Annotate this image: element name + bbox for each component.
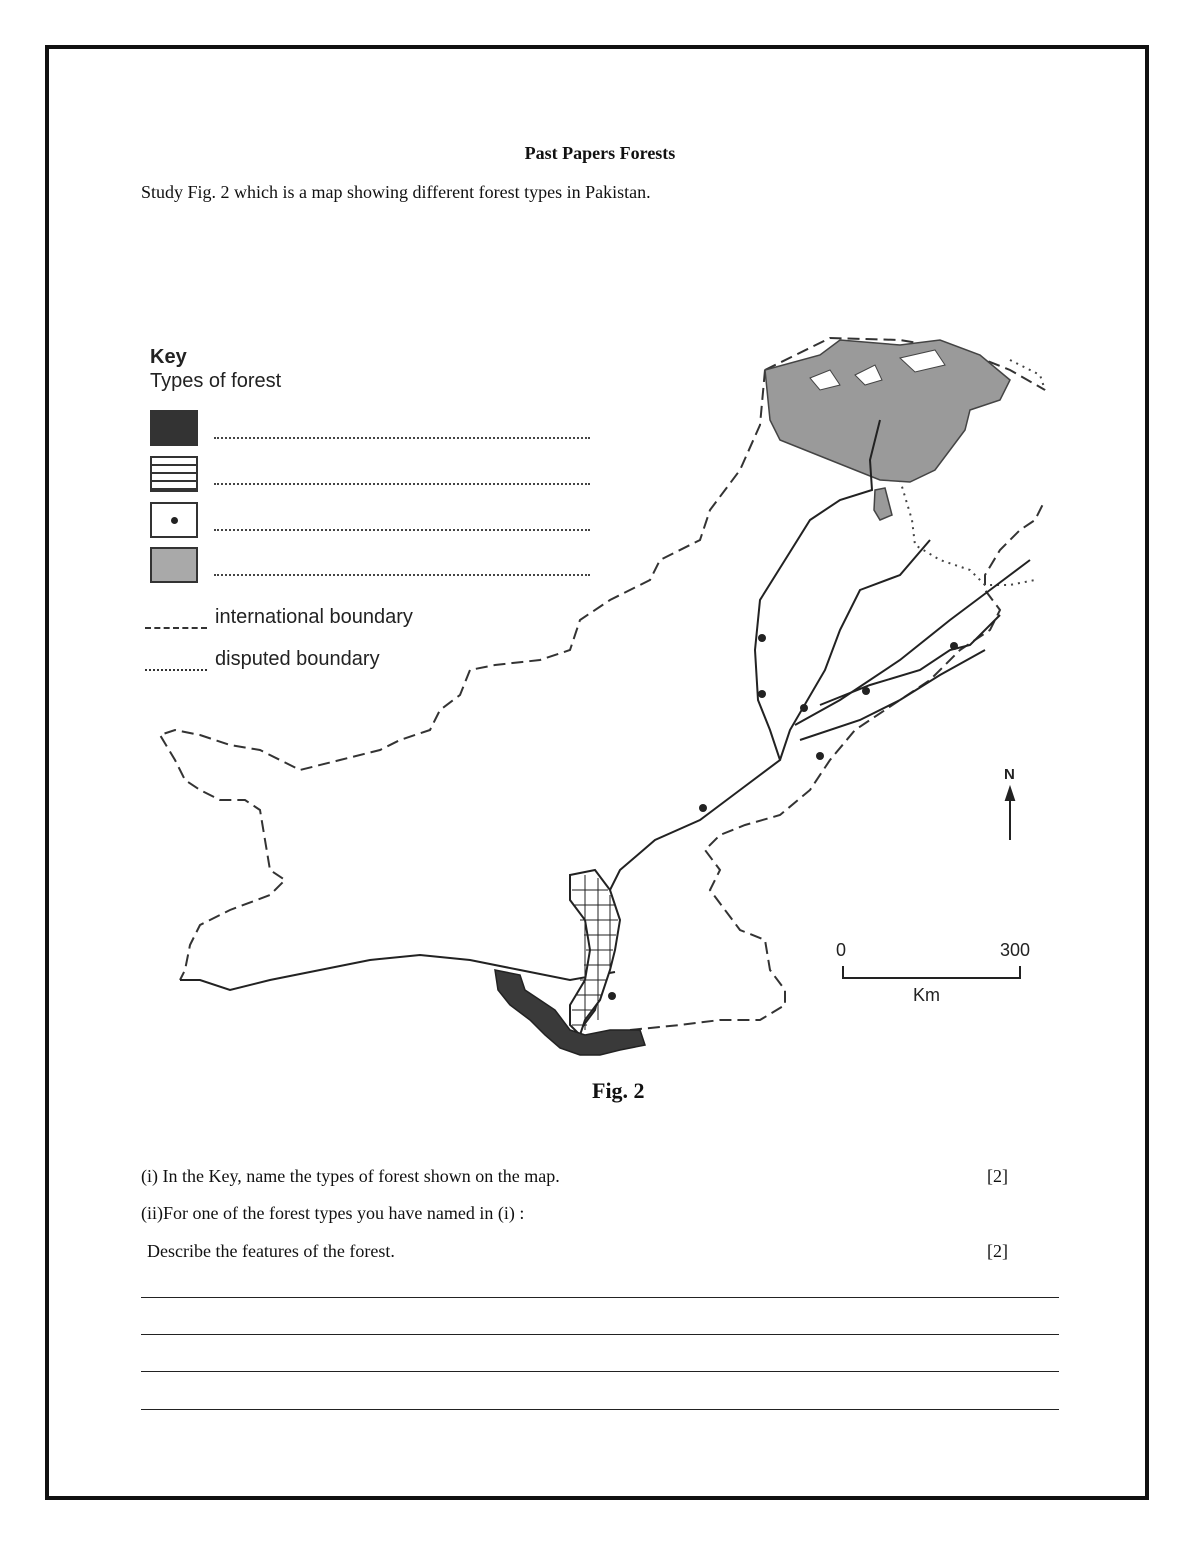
- key-subtitle: Types of forest: [150, 370, 282, 392]
- page-title: Past Papers Forests: [524, 143, 676, 163]
- key-item-grey-forest: [150, 547, 620, 587]
- grey-forest-swatch: [150, 547, 198, 583]
- lined-forest-swatch: [150, 456, 198, 492]
- legend-international: international boundary: [215, 606, 413, 628]
- riverine-forest-area: [570, 870, 620, 1035]
- scale-bar: [843, 966, 1020, 978]
- question-ii: (ii)For one of the forest types you have named in (i) :: [141, 1203, 525, 1223]
- key-answer-line: [214, 529, 590, 531]
- question-i-marks: [2]: [987, 1166, 1008, 1186]
- key-answer-line: [214, 483, 590, 485]
- north-arrow: [1006, 788, 1014, 840]
- answer-line[interactable]: [141, 1371, 1059, 1372]
- disputed-boundary-symbol: [145, 669, 207, 671]
- question-ii-marks: [2]: [987, 1241, 1008, 1261]
- northern-forest-patch: [874, 488, 892, 520]
- key-item-lined-forest: [150, 456, 620, 496]
- scale-end: 300: [1000, 940, 1031, 960]
- key-title: Key: [150, 346, 187, 368]
- dark-forest-swatch: [150, 410, 198, 446]
- scale-unit: Km: [913, 985, 940, 1005]
- key-item-dot-forest: [150, 502, 620, 542]
- answer-line[interactable]: [141, 1297, 1059, 1298]
- figure-map: [140, 330, 1060, 1120]
- intro-text: Study Fig. 2 which is a map showing different forest types in Pakistan.: [141, 182, 651, 202]
- question-ii-describe: Describe the features of the forest.: [147, 1241, 395, 1261]
- dot-forest-points: [608, 634, 958, 1000]
- answer-line[interactable]: [141, 1409, 1059, 1410]
- scale-start: 0: [836, 940, 847, 960]
- key-item-dark-forest: [150, 410, 620, 450]
- question-i: (i) In the Key, name the types of forest shown on the map.: [141, 1166, 560, 1186]
- answer-line[interactable]: [141, 1334, 1059, 1335]
- northern-forest-area: [765, 340, 1010, 482]
- legend-disputed: disputed boundary: [215, 648, 380, 670]
- figure-label: Fig. 2: [592, 1078, 645, 1103]
- north-label: N: [1004, 766, 1015, 783]
- dot-forest-swatch: [150, 502, 198, 538]
- key-answer-line: [214, 574, 590, 576]
- key-answer-line: [214, 437, 590, 439]
- international-boundary-symbol: [145, 627, 207, 629]
